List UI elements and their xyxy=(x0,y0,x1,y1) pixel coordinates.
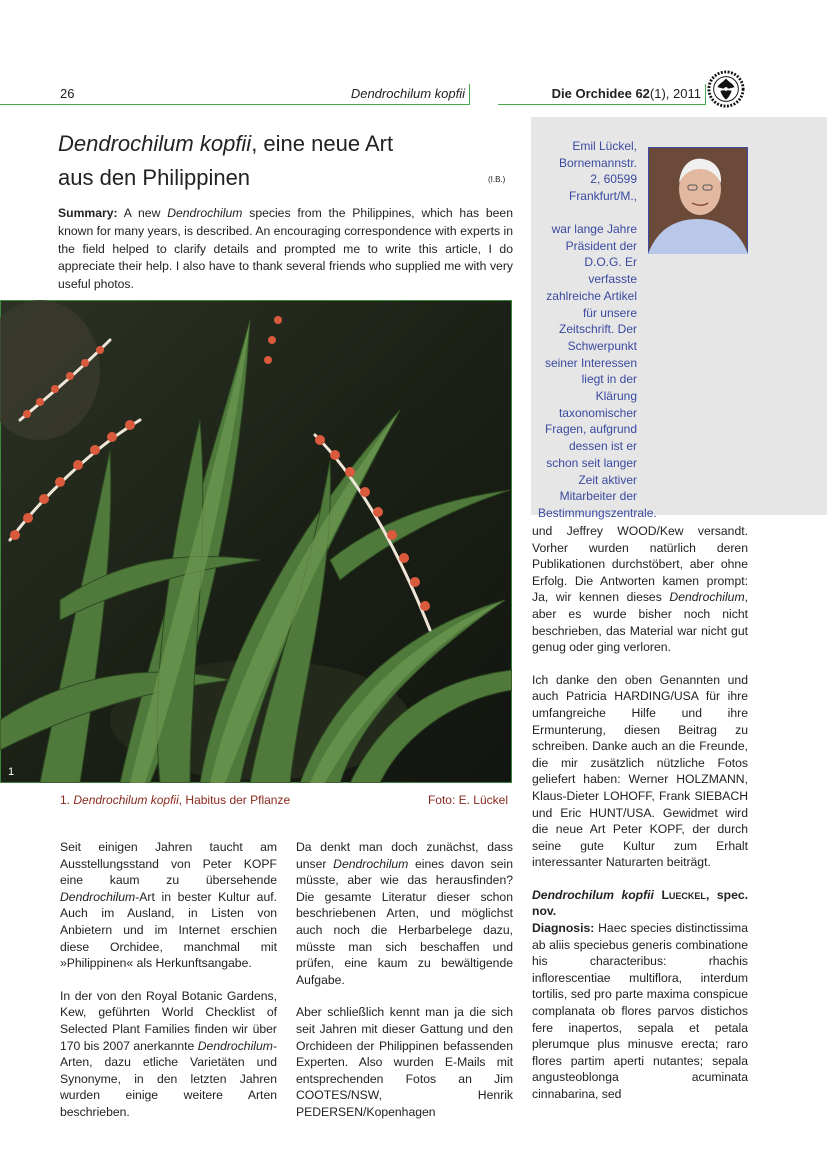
diagnosis-label: Diagnosis: xyxy=(532,921,595,936)
title-line-2: aus den Philippinen xyxy=(58,165,251,190)
author-name: Emil Lückel, xyxy=(572,139,637,153)
summary xyxy=(58,205,513,294)
figure-credit: Foto: E. Lückel xyxy=(427,793,508,807)
text: , aber es wurde bisher noch nicht beschrieben, das Material war nicht gut genug oder ging verloren. xyxy=(532,590,748,655)
genus: Dendrochilum xyxy=(60,889,136,904)
species-status: , spec. nov. xyxy=(532,887,749,919)
genus: Dendrochilum xyxy=(333,856,409,871)
genus: Dendrochilum xyxy=(197,1038,273,1053)
species-heading xyxy=(532,887,748,920)
paragraph: Ich danke den oben Genannten und auch Patricia HARDING/USA für ihre umfangreiche Hilfe und ihre Ermunterung, diesen Beitrag zu schreiben. Danke auch an die Freunde, die mir zusätzlich nützliche Fotos geliefert haben: Werner HOLZMANN, Klaus-Dieter LOHOFF, Frank SIEBACH und Eric HUNT/USA. Gewidmet wird die neue Art Peter KOPF, der durch seine gute Kultur zum Erhalt interessanter Naturarten beiträgt. xyxy=(532,672,748,870)
header-rule-left xyxy=(0,104,469,105)
text: und Jeffrey WOOD/Kew versandt. Vorher wurden natürlich deren Publikationen durchstöbert, aber ohne Erfolg. Die Antworten kamen prompt: Ja, wir kennen dieses xyxy=(532,524,748,605)
genus: Dendrochilum xyxy=(669,590,745,605)
header-rule-right xyxy=(498,104,705,105)
orchid-society-seal-icon xyxy=(707,70,745,108)
text: In der von den Royal Botanic Gardens, Kew, geführten World Checklist of Selected Plant Families finden wir über 170 bis 2007 anerkannte xyxy=(60,988,277,1053)
summary-label: Summary: xyxy=(58,206,118,220)
figure-species: Dendrochilum kopfii xyxy=(73,793,179,807)
author-street: Bornemannstr. xyxy=(558,155,637,170)
author-initials: (I.B.) xyxy=(488,175,506,184)
author-bio: war lange Jahre Präsident der D.O.G. Er verfasste zahlreiche Artikel für unsere Zeitschrift. Der Schwerpunkt seiner Interessen liegt in der Klärung taxonomischer Fragen, aufgrund dessen ist er schon seit langer Zeit aktiver Mitarbeiter der Bestimmungszentrale. xyxy=(538,222,657,520)
text: Da denkt man doch zunächst, dass unser xyxy=(296,840,513,871)
page-number: 26 xyxy=(60,86,75,101)
header-tick-left xyxy=(469,84,470,105)
title-species: Dendrochilum kopfii xyxy=(58,131,252,156)
journal-issue: (1), 2011 xyxy=(649,86,701,101)
text: Seit einigen Jahren taucht am Ausstellungsstand von Peter KOPF eine kaum zu übersehende xyxy=(60,840,277,888)
figure-number: 1. xyxy=(60,793,71,807)
species-author: Lueckel xyxy=(661,887,706,902)
text: -Arten, dazu etliche Varietäten und Synonyme, in den letzten Jahren wurden einige weitere Arten beschrieben. xyxy=(60,1038,277,1119)
paragraph xyxy=(60,839,277,972)
body-column-2 xyxy=(296,839,513,1137)
running-title: Dendrochilum kopfii xyxy=(350,86,465,101)
article-title xyxy=(58,127,518,195)
author-portrait xyxy=(648,147,748,254)
summary-genus: Dendrochilum xyxy=(167,206,243,220)
text: -Art in bester Kultur auf. Auch im Ausland, in Listen von Anbietern und im Internet erschien diese Orchidee, manchmal mit »Philippinen« als Herkunftsangabe. xyxy=(60,889,277,971)
body-column-1 xyxy=(60,839,277,1137)
title-rest: , eine neue Art xyxy=(251,131,394,156)
diagnosis xyxy=(532,920,748,1103)
journal-reference xyxy=(538,86,701,101)
figure-description: , Habitus der Pflanze xyxy=(178,793,291,807)
body-column-3 xyxy=(532,523,748,1103)
author-city: Frankfurt/M., xyxy=(568,189,637,204)
author-postcode: 2, 60599 xyxy=(590,172,637,187)
figure-marker: 1 xyxy=(8,766,15,778)
header-tick-right xyxy=(705,84,706,105)
paragraph xyxy=(532,523,748,656)
text: eines davon sein müsste, aber wie das herausfinden? Die gesamte Literatur dieser schon beschriebenen Arten, und möglichst auch noch die Herbarbelege dazu, müsste man sich beschaffen und prüfen, eine kaum zu bewältigende Aufgabe. xyxy=(296,856,513,987)
summary-text: A new xyxy=(117,206,168,220)
journal-name: Die Orchidee 62 xyxy=(551,86,650,101)
paragraph xyxy=(60,988,277,1121)
author-info xyxy=(535,138,637,205)
paragraph xyxy=(296,839,513,988)
summary-text-2: species from the Philippines, which has been known for many years, is described. An encouraging correspondence with experts in the field helped to clarify details and prompted me to write this article, I do appreciate their help. I also have to thank several friends who supplied me with very useful photos. xyxy=(58,206,513,292)
diagnosis-text: Haec species distinctissima ab aliis speciebus generis combinatione his characteribus: rhachis inflorescentiae multiflora, interdum tortilis, sed pro parte maxima conspicue complanata ob flores parvos distichos fere inapertos, sepala et petala plerumque plus minusve erecta; raro flores partim aperti nutantes; sepala angusteoblonga acuminata cinnabarina, sed xyxy=(532,921,748,1101)
orchid-photo xyxy=(0,300,512,783)
species-name: Dendrochilum kopfii xyxy=(532,887,654,902)
figure-caption xyxy=(60,793,508,807)
paragraph: Aber schließlich kennt man ja die sich seit Jahren mit dieser Gattung und den Orchideen der Philippinen befassenden Experten. Also wurden E-Mails mit entsprechenden Fotos an Jim COOTES/NSW, Henrik PEDERSEN/Kopenhagen xyxy=(296,1005,513,1119)
